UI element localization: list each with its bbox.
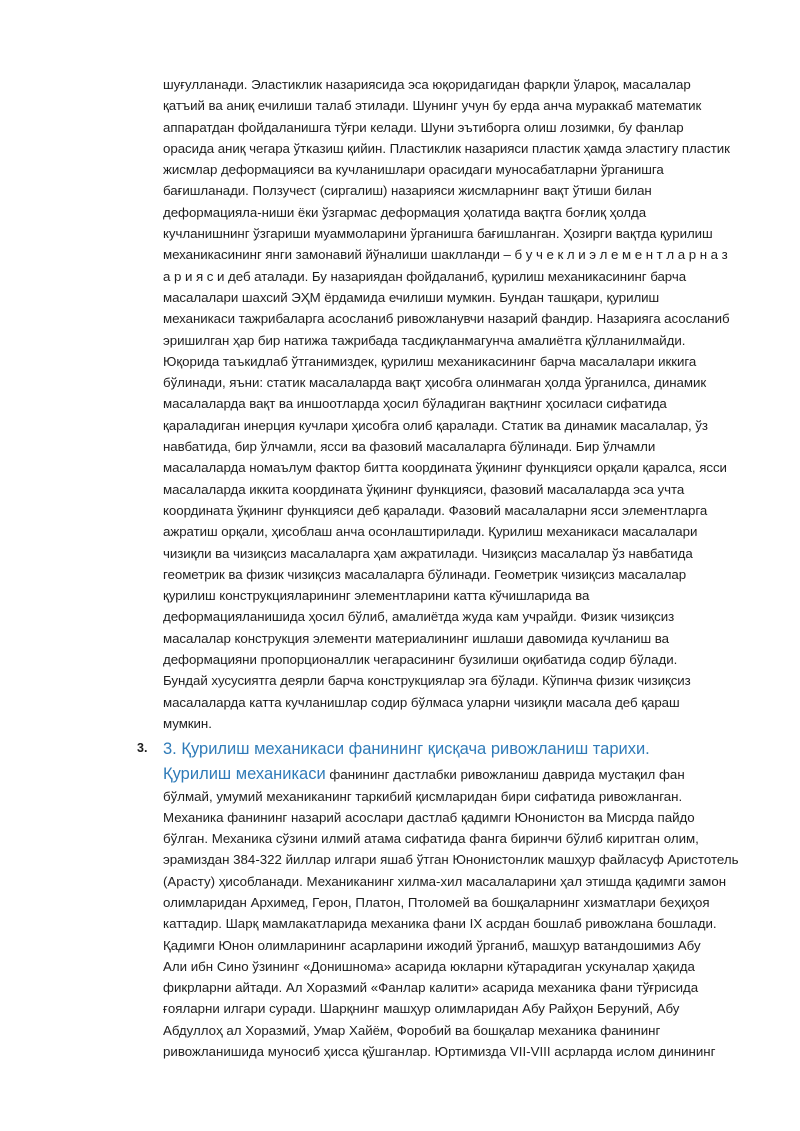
section-3 [137,737,740,1062]
text-line: бўлинади, яъни: статик масалаларда вақт ҳисобга олинмаган ҳолда ўрганилса, динамик [163,375,707,391]
text-line: Абдуллоҳ ал Хоразмий, Умар Хайём, Форобий ва бошқалар механика фанининг [163,1022,661,1038]
text-line: Али ибн Сино ўзининг «Донишнома» асарида юкларни кўтарадиган ускуналар ҳақида [163,958,695,974]
text-line: кучланишнинг ўзгариши муаммоларини ўрганишга бағишланган. Ҳозирги вақтда қурилиш [163,226,713,242]
text-line: геометрик ва физик чизиқсиз масалаларга бўлинади. Геометрик чизиқсиз масалалар [163,566,687,582]
text-line: масалалари шахсий ЭҲМ ёрдамида ечилиши мумкин. Бундан ташқари, қурилиш [163,289,660,305]
text-line: масалалар конструкция элементи материалининг ишлаши давомида кучланиш ва [163,630,669,646]
text-line: мумкин. [163,715,212,731]
section-first-line [163,764,740,785]
text-line: навбатида, бир ўлчамли, ясси ва фазовий масалаларга бўлинади. Бир ўлчамли [163,439,656,455]
text-line: координата ўқининг функцияси деб қаралади. Фазовий масалаларни ясси элементларга [163,502,708,518]
text-line: масалаларда катта кучланишлар содир бўлмаса уларни чизиқли масала деб қараш [163,694,680,710]
lead-term: Қурилиш механикаси [163,765,326,784]
text-line: орасида аниқ чегара ўтказиш қийин. Пластиклик назарияси пластик ҳамда эластигу пластик [163,140,730,156]
text-line: қатъий ва аниқ ечилиши талаб этилади. Шунинг учун бу ерда анча мураккаб математик [163,98,702,114]
text-line: бағишланади. Ползучест (сиргалиш) назарияси жисмларнинг вақт ўтиши билан [163,183,652,199]
text-line: фикрларни айтади. Ал Хоразмий «Фанлар калити» асарида механика фани тўғрисида [163,980,699,996]
section-heading: 3. Қурилиш механикаси фанининг қисқача ривожланиш тарихи. [163,740,650,759]
text-line: қараладиган инерция кучлари ҳисобга олиб қаралади. Статик ва динамик масалалар, ўз [163,417,708,433]
text-line: деформацияла-ниши ёки ўзгармас деформация ҳолатида вақтга боғлиқ ҳолда [163,204,647,220]
text-line: Механика фанининг назарий асослари дастлаб қадимги Юнонистон ва Мисрда пайдо [163,809,695,825]
text-line: каттадир. Шарқ мамлакатларида механика фани IX асрдан бошлаб ривожлана бошлади. [163,916,717,932]
text-line: ғояларни илгари суради. Шарқнинг машҳур олимларидан Абу Райҳон Беруний, Абу [163,1001,680,1017]
text-line: чизиқли ва чизиқсиз масалаларга ҳам ажратилади. Чизиқсиз масалалар ўз навбатида [163,545,693,561]
text-line: Бундай хусусиятга деярли барча конструкциялар эга бўлади. Кўпинча физик чизиқсиз [163,673,691,689]
text-line: масалаларда вақт ва иншоотларда ҳосил бўладиган вақтнинг ҳосилаcи сифатида [163,396,667,412]
text-line: бўлмай, умумий механиканинг таркибий қисмларидан бири сифатида ривожланган. [163,788,683,804]
text-line: аппаратдан фойдаланишга тўғри келади. Шуни эътиборга олиш лозимки, бу фанлар [163,119,684,135]
body-paragraph [163,74,740,734]
text-line: эрамиздан 384-322 йиллар илгари яшаб ўтган Юнонистонлик машҳур файласуф Аристотель [163,852,739,868]
text-line: ривожланишида муносиб ҳисса қўшганлар. Юртимизда VII-VIII асрларда ислом динининг [163,1044,716,1060]
text-line: шуғулланади. Эластиклик назариясида эса юқоридагидан фарқли ўлароқ, масалалар [163,77,691,92]
text-line: Юқорида таъкидлаб ўтганимиздек, қурилиш механикасининг барча масалалари иккига [163,353,697,369]
text-line: Қадимги Юнон олимларининг асарларини ижодий ўрганиб, машҳур ватандошимиз Абу [163,937,701,953]
first-line-rest: фанининг дастлабки ривожланиш даврида мустақил фан [325,767,685,783]
text-line: деформацияни пропорционаллик чегарасининг бузилиши оқибатида содир бўлади. [163,652,678,668]
text-line: қурилиш конструкцияларининг элементларини катта кўчишларида ва [163,588,590,604]
text-line: олимларидан Архимед, Герон, Платон, Птоломей ва бошқаларнинг хизматлари беҳиҳоя [163,894,710,910]
text-line: бўлган. Механика сўзини илмий атама сифатида фанга биринчи бўлиб киритган олим, [163,831,699,847]
text-line: а р и я с и деб аталади. Бу назариядан фойдаланиб, қурилиш механикасининг барча [163,268,687,284]
text-line: (Арасту) ҳисобланади. Механиканинг хилма-хил масалаларини ҳал этишда қадимги замон [163,873,727,889]
text-line: масалаларда иккита координата ўқининг функцияси, фазовий масалаларда эса учта [163,481,685,497]
text-line: ажратиш орқали, ҳисоблаш анча осонлаштирилади. Қурилиш механикаси масалалари [163,524,698,540]
text-line: жисмлар деформацияси ва кучланишлари орасидаги муносабатларни ўрганишга [163,162,664,178]
section-paragraph [163,764,740,1062]
text-line: механикасининг янги замонавий йўналиши шаклланди – б у ч е к л и э л е м е н т л а р н а з [163,247,728,263]
text-line: эришилган ҳар бир натижа тажрибада тасдиқланмагунча амалиётга қўлланилмайди. [163,332,686,348]
text-line: механикаси тажрибаларга асосланиб ривожланувчи назарий фандир. Назарияга асосланиб [163,311,730,327]
text-line: деформацияланишида ҳосил бўлиб, амалиётда жуда кам учрайди. Физик чизиқсиз [163,609,675,625]
section-number: 3. [137,741,148,756]
text-line: масалаларда номаълум фактор битта координата ўқининг функцияси орқали қаралса, ясси [163,460,727,476]
